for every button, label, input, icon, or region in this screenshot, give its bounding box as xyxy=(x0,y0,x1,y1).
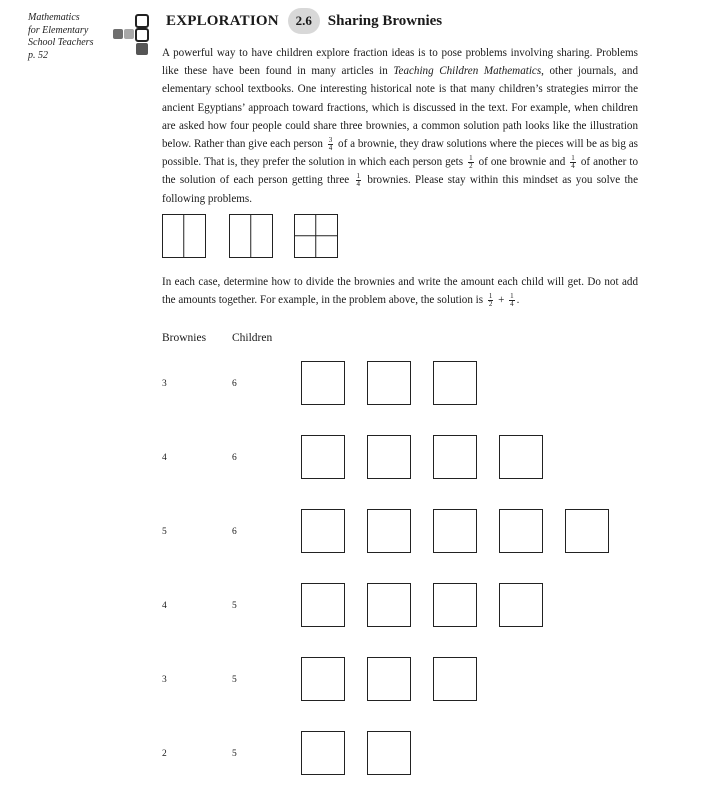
fraction xyxy=(570,155,576,170)
brownie-box xyxy=(301,435,345,479)
fraction-denominator: 4 xyxy=(571,162,575,171)
brownie-box xyxy=(433,361,477,405)
children-count: 6 xyxy=(232,527,237,537)
exploration-number: 2.6 xyxy=(288,8,320,34)
fraction-denominator: 4 xyxy=(356,180,361,189)
children-count: 6 xyxy=(232,453,237,463)
brownie-box xyxy=(433,435,477,479)
brownie-box xyxy=(433,583,477,627)
brownie-quartered xyxy=(294,214,338,258)
brownie-box xyxy=(367,509,411,553)
brownie-box xyxy=(499,435,543,479)
brownie-box xyxy=(499,509,543,553)
children-column-header: Children xyxy=(232,332,273,344)
brownie-halved xyxy=(162,214,206,258)
fraction xyxy=(488,293,494,308)
brownie-box xyxy=(301,509,345,553)
margin-reference-line: for Elementary xyxy=(28,24,89,36)
fraction-numerator: 1 xyxy=(488,291,493,300)
instruction-text: In each case, determine how to divide the brownies and write the amount each child will get. Do not add the amounts together. For example, in the problem above, the solution is xyxy=(162,276,638,306)
brownie-box xyxy=(301,361,345,405)
intro-paragraph xyxy=(162,44,638,208)
children-count: 5 xyxy=(232,601,237,611)
fraction-numerator: 1 xyxy=(510,291,514,300)
fraction-numerator: 3 xyxy=(328,135,333,144)
brownie-box xyxy=(367,583,411,627)
brownies-count: 4 xyxy=(162,601,167,611)
children-count: 6 xyxy=(232,379,237,389)
margin-reference-line: p. 52 xyxy=(28,49,48,61)
intro-text: A powerful way to have children explore fraction ideas is to pose problems involving sharing. Problems like these have been found in many articles in xyxy=(162,47,638,78)
brownies-count: 3 xyxy=(162,379,167,389)
intro-text: , other journals, and elementary school textbooks. One interesting historical note is that many children’s strategies mirror the ancient Egyptians’ approach toward fractions, which is discussed in the text. For example, when children are asked how four people could share three brownies, a common solution path looks like the illustration below. Rather than give each person xyxy=(162,65,639,151)
brownies-column-header: Brownies xyxy=(162,332,207,344)
brownie-box xyxy=(301,583,345,627)
brownie-box xyxy=(367,435,411,479)
journal-title: Teaching Children Mathematics xyxy=(393,65,542,78)
intro-text: brownies. Please stay within this mindset as you solve the following problems. xyxy=(162,174,639,205)
intro-text: of a brownie, they draw solutions where the pieces will be as big as possible. That is, they prefer the solution in which each person gets xyxy=(162,138,638,169)
brownies-count: 5 xyxy=(162,527,167,537)
instruction-text: . xyxy=(516,294,520,306)
fraction xyxy=(509,293,515,308)
children-count: 5 xyxy=(232,749,237,759)
exploration-title: Sharing Brownies xyxy=(327,12,443,29)
brownies-count: 2 xyxy=(162,749,167,759)
brownie-box xyxy=(367,657,411,701)
children-count: 5 xyxy=(232,675,237,685)
brownie-box xyxy=(499,583,543,627)
brownie-box xyxy=(367,361,411,405)
margin-reference-line: School Teachers xyxy=(28,37,94,48)
brownie-box xyxy=(301,657,345,701)
instruction-paragraph xyxy=(162,273,638,309)
exploration-label: EXPLORATION xyxy=(166,12,279,29)
fraction-denominator: 2 xyxy=(469,162,473,171)
fraction-denominator: 4 xyxy=(328,143,333,152)
brownies-count: 4 xyxy=(162,453,167,463)
intro-text: of one brownie and xyxy=(475,156,569,169)
margin-reference xyxy=(28,12,108,62)
brownie-box xyxy=(301,731,345,775)
fraction xyxy=(356,173,362,188)
exploration-header xyxy=(166,8,442,34)
exploration-squares-icon xyxy=(112,14,152,58)
brownie-box xyxy=(433,509,477,553)
margin-reference-line: Mathematics xyxy=(28,12,80,23)
fraction-numerator: 1 xyxy=(571,154,575,163)
brownies-count: 3 xyxy=(162,675,167,685)
intro-text: of another to the solution of each person getting three xyxy=(162,156,638,187)
plus-sign: + xyxy=(495,294,508,306)
brownie-halved xyxy=(229,214,273,258)
fraction-denominator: 2 xyxy=(488,299,493,308)
fraction-numerator: 1 xyxy=(356,172,361,181)
fraction xyxy=(328,137,334,152)
fraction-denominator: 4 xyxy=(510,299,514,308)
brownie-box xyxy=(565,509,609,553)
brownie-box xyxy=(367,731,411,775)
fraction-numerator: 1 xyxy=(469,154,473,163)
brownie-box xyxy=(433,657,477,701)
fraction xyxy=(468,155,474,170)
